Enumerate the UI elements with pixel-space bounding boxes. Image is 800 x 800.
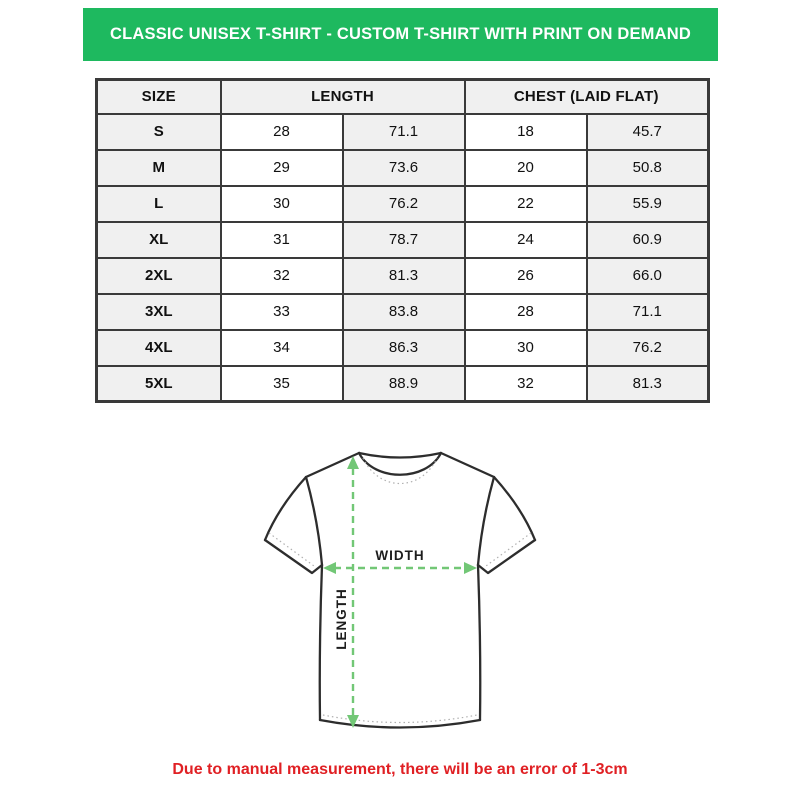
length-arrow <box>334 456 359 728</box>
table-row <box>97 366 709 402</box>
size-cell: M <box>97 150 221 186</box>
length-in-cell: 35 <box>221 366 343 402</box>
length-in-cell: 34 <box>221 330 343 366</box>
size-cell: 2XL <box>97 258 221 294</box>
length-in-cell: 33 <box>221 294 343 330</box>
chest-cm-cell: 71.1 <box>587 294 709 330</box>
chest-in-cell: 22 <box>465 186 587 222</box>
chest-cm-cell: 76.2 <box>587 330 709 366</box>
size-cell: 4XL <box>97 330 221 366</box>
length-cm-cell: 76.2 <box>343 186 465 222</box>
length-in-cell: 29 <box>221 150 343 186</box>
title-banner <box>83 8 718 61</box>
col-header-length: LENGTH <box>221 80 465 114</box>
length-in-cell: 32 <box>221 258 343 294</box>
table-row <box>97 150 709 186</box>
chest-in-cell: 20 <box>465 150 587 186</box>
chest-in-cell: 18 <box>465 114 587 150</box>
chest-cm-cell: 60.9 <box>587 222 709 258</box>
table-row <box>97 186 709 222</box>
length-cm-cell: 78.7 <box>343 222 465 258</box>
length-in-cell: 28 <box>221 114 343 150</box>
chest-in-cell: 32 <box>465 366 587 402</box>
chest-cm-cell: 66.0 <box>587 258 709 294</box>
chest-in-cell: 26 <box>465 258 587 294</box>
length-cm-cell: 86.3 <box>343 330 465 366</box>
length-cm-cell: 81.3 <box>343 258 465 294</box>
table-row <box>97 258 709 294</box>
tshirt-outline-icon <box>265 453 535 728</box>
size-cell: XL <box>97 222 221 258</box>
table-row <box>97 294 709 330</box>
size-chart-table <box>95 78 710 403</box>
chest-in-cell: 30 <box>465 330 587 366</box>
col-header-chest: CHEST (LAID FLAT) <box>465 80 709 114</box>
length-cm-cell: 83.8 <box>343 294 465 330</box>
chest-cm-cell: 55.9 <box>587 186 709 222</box>
chest-cm-cell: 50.8 <box>587 150 709 186</box>
size-cell: L <box>97 186 221 222</box>
chest-in-cell: 24 <box>465 222 587 258</box>
chest-in-cell: 28 <box>465 294 587 330</box>
table-row <box>97 114 709 150</box>
measurement-error-note: Due to manual measurement, there will be an error of 1-3cm <box>172 761 628 778</box>
table-row <box>97 330 709 366</box>
header-row <box>97 80 709 114</box>
size-cell: 5XL <box>97 366 221 402</box>
table-row <box>97 222 709 258</box>
length-cm-cell: 71.1 <box>343 114 465 150</box>
width-label: WIDTH <box>375 548 425 563</box>
width-arrow <box>323 548 477 574</box>
length-cm-cell: 73.6 <box>343 150 465 186</box>
tshirt-measurement-diagram <box>240 440 560 750</box>
chest-cm-cell: 45.7 <box>587 114 709 150</box>
col-header-size: SIZE <box>97 80 221 114</box>
length-in-cell: 31 <box>221 222 343 258</box>
size-cell: 3XL <box>97 294 221 330</box>
length-label: LENGTH <box>334 588 349 650</box>
length-cm-cell: 88.9 <box>343 366 465 402</box>
length-in-cell: 30 <box>221 186 343 222</box>
size-cell: S <box>97 114 221 150</box>
chest-cm-cell: 81.3 <box>587 366 709 402</box>
page-title: CLASSIC UNISEX T-SHIRT - CUSTOM T-SHIRT WITH PRINT ON DEMAND <box>110 25 691 43</box>
